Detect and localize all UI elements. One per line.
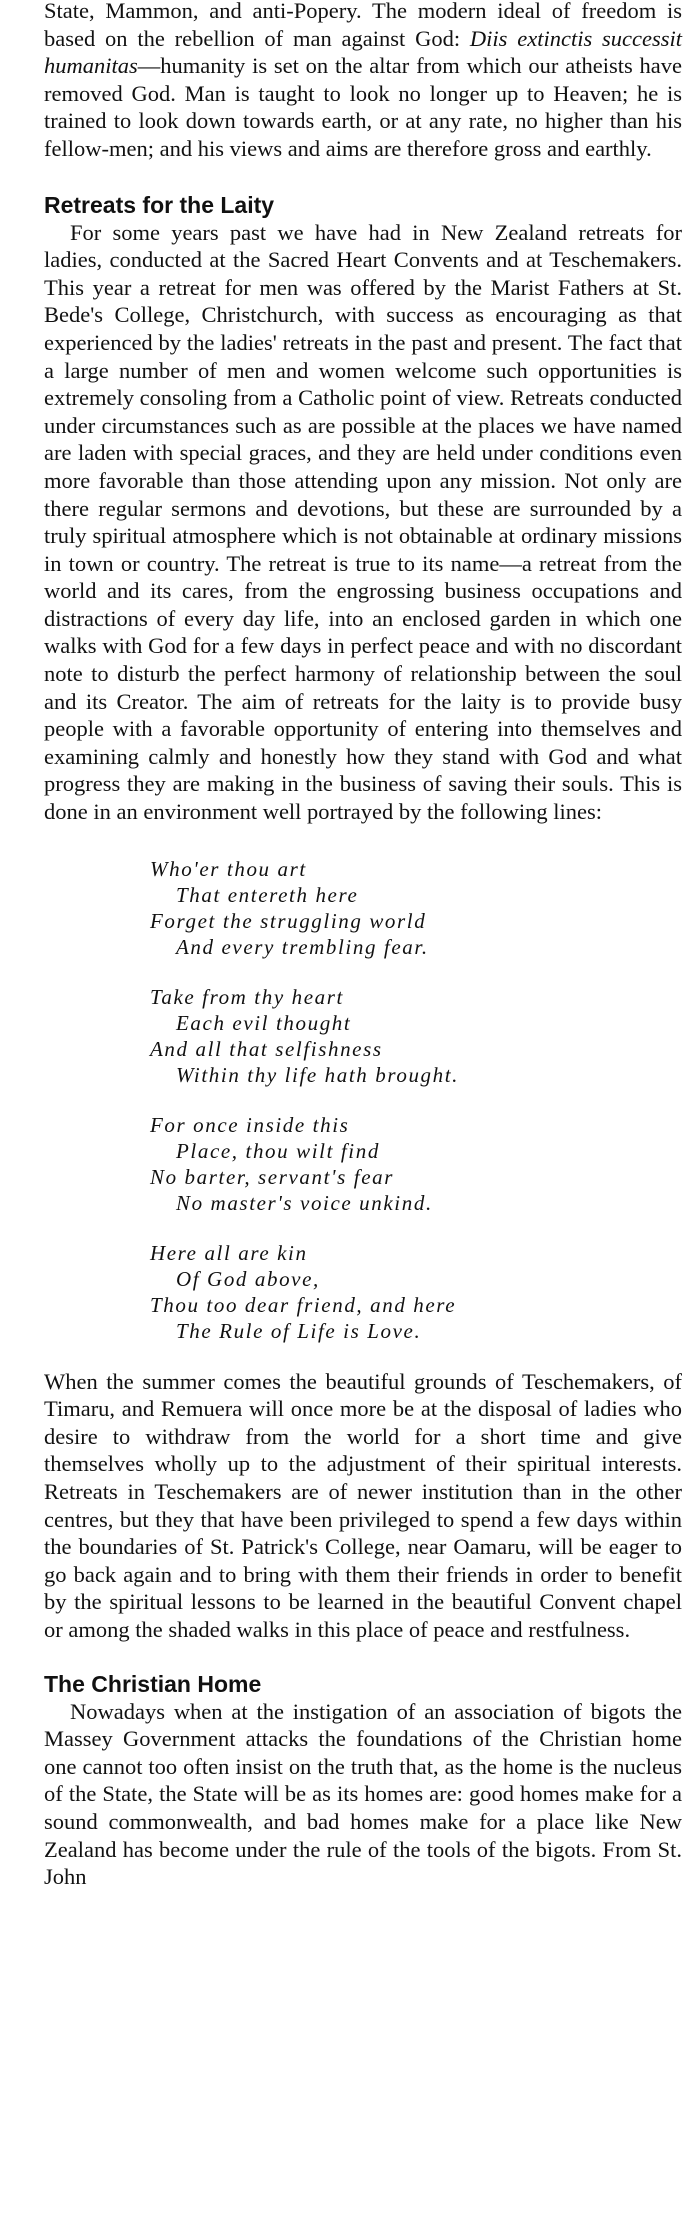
poem-line: Within thy life hath brought. [176,1062,460,1087]
poem-line: Forget the struggling world [150,908,427,933]
poem-stanza [150,856,682,960]
poem-line: Here all are kin [150,1240,308,1265]
poem-line: The Rule of Life is Love. [176,1318,422,1343]
poem-line: Place, thou wilt find [176,1138,380,1163]
retreats-paragraph-1: For some years past we have had in New Zealand retreats for ladies, conducted at the Sacred Heart Convents and at Teschemakers. This year a retreat for men was offered by the Marist Fathers at St. Bede's College, Christchurch, with success as encouraging as that experienced by the ladies' retreats in the past and present. The fact that a large number of men and women welcome such opportunities is extremely consoling from a Catholic point of view. Retreats conducted under circumstances such as are possible at the places we have named are laden with special graces, and they are held under conditions even more favorable than those attending upon any mission. Not only are there regular sermons and devotions, but these are surrounded by a truly spiritual atmosphere which is not obtainable at ordinary missions in town or country. The retreat is true to its name—a retreat from the world and its cares, from the engrossing business occupations and distractions of every day life, into an enclosed garden in which one walks with God for a few days in perfect peace and with no discordant note to disturb the perfect harmony of relationship between the soul and its Creator. The aim of retreats for the laity is to provide busy people with a favorable opportunity of entering into themselves and examining calmly and honestly how they stand with God and what progress they are making in the business of saving their souls. This is done in an environment well portrayed by the following lines: [44,219,682,825]
christian-home-paragraph-1: Nowadays when at the instigation of an association of bigots the Massey Government attacks the foundations of the Christian home one cannot too often insist on the truth that, as the home is the nucleus of the State, the State will be as its homes are: good homes make for a sound commonwealth, and bad homes make for a place like New Zealand has become under the rule of the tools of the bigots. From St. John [44,1698,682,1890]
poem-line: That entereth here [176,882,359,907]
poem-line: And every trembling fear. [176,934,429,959]
section-heading-retreats: Retreats for the Laity [44,191,275,218]
poem-stanza [150,1112,682,1216]
poem-stanza [150,984,682,1088]
poem [44,856,682,1344]
section-heading-christian-home: The Christian Home [44,1670,262,1697]
retreats-paragraph-2: When the summer comes the beautiful grounds of Teschemakers, of Timaru, and Remuera will once more be at the disposal of ladies who desire to withdraw from the world for a short time and give themselves wholly up to the adjustment of their spiritual interests. Retreats in Teschemakers are of newer institution than in the other centres, but they that have been privileged to spend a few days within the boundaries of St. Patrick's College, near Oamaru, will be eager to go back again and to bring with them their friends in order to benefit by the spiritual lessons to be learned in the beautiful Convent chapel or among the shaded walks in this place of peace and restfulness. [44,1368,682,1642]
poem-line: And all that selfishness [150,1036,383,1061]
poem-line: Who'er thou art [150,856,307,881]
intro-text-before-latin: State, Mammon, and anti-Popery. The modern ideal of freedom is based on the rebellion of man against God: [44,0,682,51]
intro-text-after-latin: —humanity is set on the altar from which our atheists have removed God. Man is taught to look no longer up to Heaven; he is trained to look down towards earth, or at any rate, no higher than his fellow-men; and his views and aims are therefore gross and earthly. [44,53,682,161]
poem-line: Thou too dear friend, and here [150,1292,457,1317]
poem-line: For once inside this [150,1112,350,1137]
poem-line: No barter, servant's fear [150,1164,394,1189]
latin-phrase: Diis extinctis successit humanitas [44,25,682,79]
poem-line: No master's voice unkind. [176,1190,433,1215]
poem-line: Of God above, [176,1266,320,1291]
poem-line: Take from thy heart [150,984,344,1009]
poem-line: Each evil thought [176,1010,352,1035]
intro-paragraph [44,0,682,163]
poem-stanza [150,1240,682,1344]
